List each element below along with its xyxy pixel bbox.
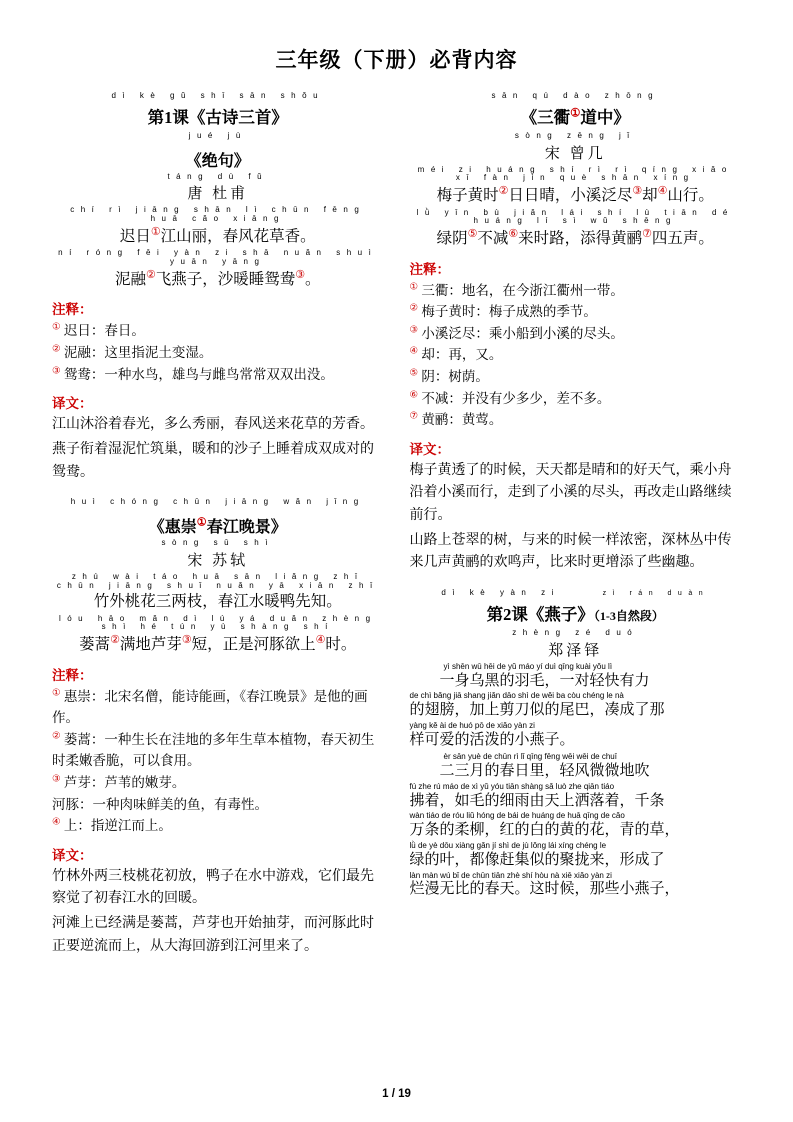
poem1-note-item: ③ 鸳鸯：一种水鸟，雄鸟与雌鸟常常双双出没。	[52, 366, 334, 382]
poem3-title-pinyin: sān qú dào zhōng	[491, 91, 660, 100]
poem2-line1-pinyin: zhú wài táo huā sān liǎng zhī chūn jiāng shuǐ nuǎn yā xiān zhī	[56, 571, 379, 590]
lesson2-suffix: （1-3自然段）	[593, 608, 664, 623]
poem1-line2: 泥融②飞燕子，沙暖睡鸳鸯③。	[114, 268, 321, 289]
prose-pinyin: fú zhe rú máo de xì yǔ yóu tiān shàng sǎ luò zhe qiān tiáo	[409, 781, 615, 791]
prose-pinyin: yàng kě ài de huó pō de xiǎo yàn zi	[409, 720, 535, 730]
poem2-translation-para: 竹林外两三枝桃花初放，鸭子在水中游戏，它们最先察觉了初春江水的回暖。	[52, 868, 374, 907]
lesson1-pinyin: dì kè gǔ shī sān shǒu	[111, 91, 325, 100]
poem1-translation-label: 译文：	[52, 396, 93, 412]
poem3-line2-pinyin: lǜ yīn bù jiǎn lái shí lù tiān dé huáng lí sì wǔ shēng	[416, 207, 734, 226]
poem3-note-item: ⑥ 不减：并没有少多少，差不多。	[409, 390, 611, 406]
poem3-translation-label: 译文：	[409, 441, 450, 457]
poem1-title-pinyin: jué jù	[188, 130, 247, 140]
left-column	[52, 92, 384, 960]
page-number: 1 / 19	[382, 1088, 411, 1100]
poem2-line1: 竹外桃花三两枝，春江水暖鸭先知。	[93, 593, 342, 611]
poem3-note-item: ① 三衢：地名，在今浙江衢州一带。	[409, 282, 624, 298]
poem2-note-item: ① 惠崇：北宋名僧，能诗能画，《春江晚景》是他的画作。	[52, 688, 368, 726]
prose-line: 二三月的春日里，轻风微微地吹	[439, 763, 650, 780]
poem3-line2: 绿阴⑤不减⑥来时路，添得黄鹂⑦四五声。	[436, 228, 714, 248]
poem2-author: 宋 苏轼	[187, 552, 249, 569]
poem1-author: 唐 杜甫	[187, 186, 249, 203]
prose-line: 烂漫无比的春天。这时候，那些小燕子，	[409, 881, 680, 898]
poem2-author-pinyin: sòng sū shì	[161, 537, 274, 547]
lesson2-heading	[410, 601, 742, 625]
poem3-title: 《三衢①道中》	[520, 107, 630, 127]
poem2-line2: 蒌蒿②满地芦芽③短，正是河豚欲上④时。	[79, 634, 357, 654]
prose-line: 的翅膀，加上剪刀似的尾巴，凑成了那	[409, 702, 665, 719]
poem3-author-pinyin: sòng zēng jǐ	[514, 130, 636, 140]
lesson1-label: 第1课	[147, 107, 189, 127]
lesson2-author: 郑泽铎	[548, 642, 603, 659]
poem3-translation-para: 梅子黄透了的时候，天天都是晴和的好天气，乘小舟沿着小溪而行，走到了小溪的尽头，再改走山路继续前行。	[409, 462, 732, 524]
poem1-title: 《绝句》	[185, 152, 250, 170]
poem3-line1: 梅子黄时②日日晴，小溪泛尽③却④山行。	[436, 185, 714, 205]
lesson1-heading	[52, 104, 384, 128]
poem3-line1-pinyin: méi zi huáng shí rì rì qíng xiǎo xī fàn jìn què shān xíng	[417, 164, 733, 183]
poem3-note-item: ⑦ 黄鹂：黄莺。	[409, 411, 503, 428]
prose-line: 万条的柔柳，红的白的黄的花，青的草，	[409, 822, 680, 839]
lesson2-paragraph	[410, 753, 742, 901]
lesson2-pinyin	[410, 589, 742, 598]
poem3-note-item: ④ 却：再，又。	[409, 346, 503, 363]
poem3-author: 宋 曾几	[544, 145, 606, 162]
poem2-translation-para: 河滩上已经满是蒌蒿，芦芽也开始抽芽，而河豚此时正要逆流而上，从大海回游到江河里来了。	[52, 916, 374, 954]
page-title: 三年级（下册）必背内容	[275, 48, 518, 72]
poem1-line1: 迟日①江山丽，春风花草香。	[119, 225, 316, 246]
right-column	[410, 92, 742, 901]
poem1-line2-pinyin: ní róng fēi yàn zi shā nuǎn shuì yuān yāng	[58, 248, 378, 267]
poem1-note-item: ② 泥融：这里指泥土变湿。	[52, 344, 213, 360]
poem2-translation-label: 译文：	[52, 847, 93, 863]
lesson1-title: 《古诗三首》	[188, 107, 288, 127]
prose-pinyin: làn màn wú bǐ de chūn tiān zhè shí hòu nà xiē xiǎo yàn zi	[409, 870, 612, 880]
lesson2-author-pinyin: zhèng zé duó	[512, 627, 639, 637]
lesson2-title: 《燕子》	[527, 604, 594, 624]
poem1-note-item: ① 迟日：春日。	[52, 322, 145, 339]
lesson2-suffix-pinyin: zì rán duàn	[602, 590, 710, 598]
lesson2-pinyin-main: dì kè yàn zi	[441, 588, 560, 598]
prose-pinyin: lǜ de yè dōu xiàng gǎn jí shì de jù lǒng lái xíng chéng le	[409, 840, 607, 850]
prose-pinyin: de chì bǎng jiā shang jiǎn dāo shì de wěi ba còu chéng le nà	[409, 691, 624, 701]
poem3-notes-label: 注释：	[409, 261, 450, 277]
prose-pinyin: yì shēn wū hēi de yǔ máo yí duì qīng kuài yǒu lì	[443, 661, 613, 671]
prose-pinyin: wàn tiáo de róu liǔ hóng de bái de huáng de huā qīng de cǎo	[409, 811, 625, 821]
prose-line: 拂着，如毛的细雨由天上洒落着，千条	[409, 792, 665, 809]
poem2-note-item: ④ 上：指逆江而上。	[52, 817, 172, 834]
poem3-translation-para: 山路上苍翠的树，与来的时候一样浓密，深林丛中传来几声黄鹂的欢鸣声，比来时更增添了些幽趣。	[409, 532, 732, 571]
poem2-title: 《惠崇①春江晚景》	[148, 516, 287, 536]
lesson2-paragraph	[410, 663, 742, 752]
poem2-line2-pinyin: lóu hāo mǎn dì lú yá duǎn zhèng shì hé tún yù shàng shí	[58, 613, 377, 632]
poem1-notes-label: 注释：	[52, 302, 93, 318]
poem1-line1-pinyin: chí rì jiāng shān lì chūn fēng huā cǎo xiāng	[70, 205, 366, 224]
poem1-translation-para: 江山沐浴着春光，多么秀丽，春风送来花草的芳香。	[52, 417, 374, 433]
prose-line: 一身乌黑的羽毛，一对轻快有力	[439, 672, 650, 689]
lesson2-label: 第2课	[486, 604, 528, 624]
poem1-author-pinyin: táng dù fǔ	[167, 171, 269, 181]
poem3-note-item: ⑤ 阴：树荫。	[409, 368, 489, 384]
two-column-layout	[52, 92, 741, 960]
poem2-note-item: 河豚：一种肉味鲜美的鱼，有毒性。	[52, 796, 268, 812]
poem1-translation-para: 燕子衔着湿泥忙筑巢，暖和的沙子上睡着成双成对的鸳鸯。	[52, 441, 374, 480]
prose-pinyin: èr sān yuè de chūn rì lǐ qīng fēng wēi wēi de chuī	[443, 752, 617, 762]
poem3-note-item: ③ 小溪泛尽：乘小船到小溪的尽头。	[409, 325, 624, 341]
poem2-notes-label: 注释：	[52, 667, 93, 683]
poem2-title-pinyin: huì chóng chūn jiāng wǎn jǐng	[70, 497, 365, 507]
prose-line: 绿的叶，都像赶集似的聚拢来，形成了	[409, 851, 665, 868]
poem2-note-item: ③ 芦芽：芦苇的嫩芽。	[52, 774, 186, 790]
poem2-note-item: ② 蒌蒿：一种生长在洼地的多年生草本植物，春天初生时柔嫩香脆，可以食用。	[52, 731, 375, 769]
prose-line: 样可爱的活泼的小燕子。	[409, 731, 575, 748]
poem3-note-item: ② 梅子黄时：梅子成熟的季节。	[409, 303, 597, 320]
